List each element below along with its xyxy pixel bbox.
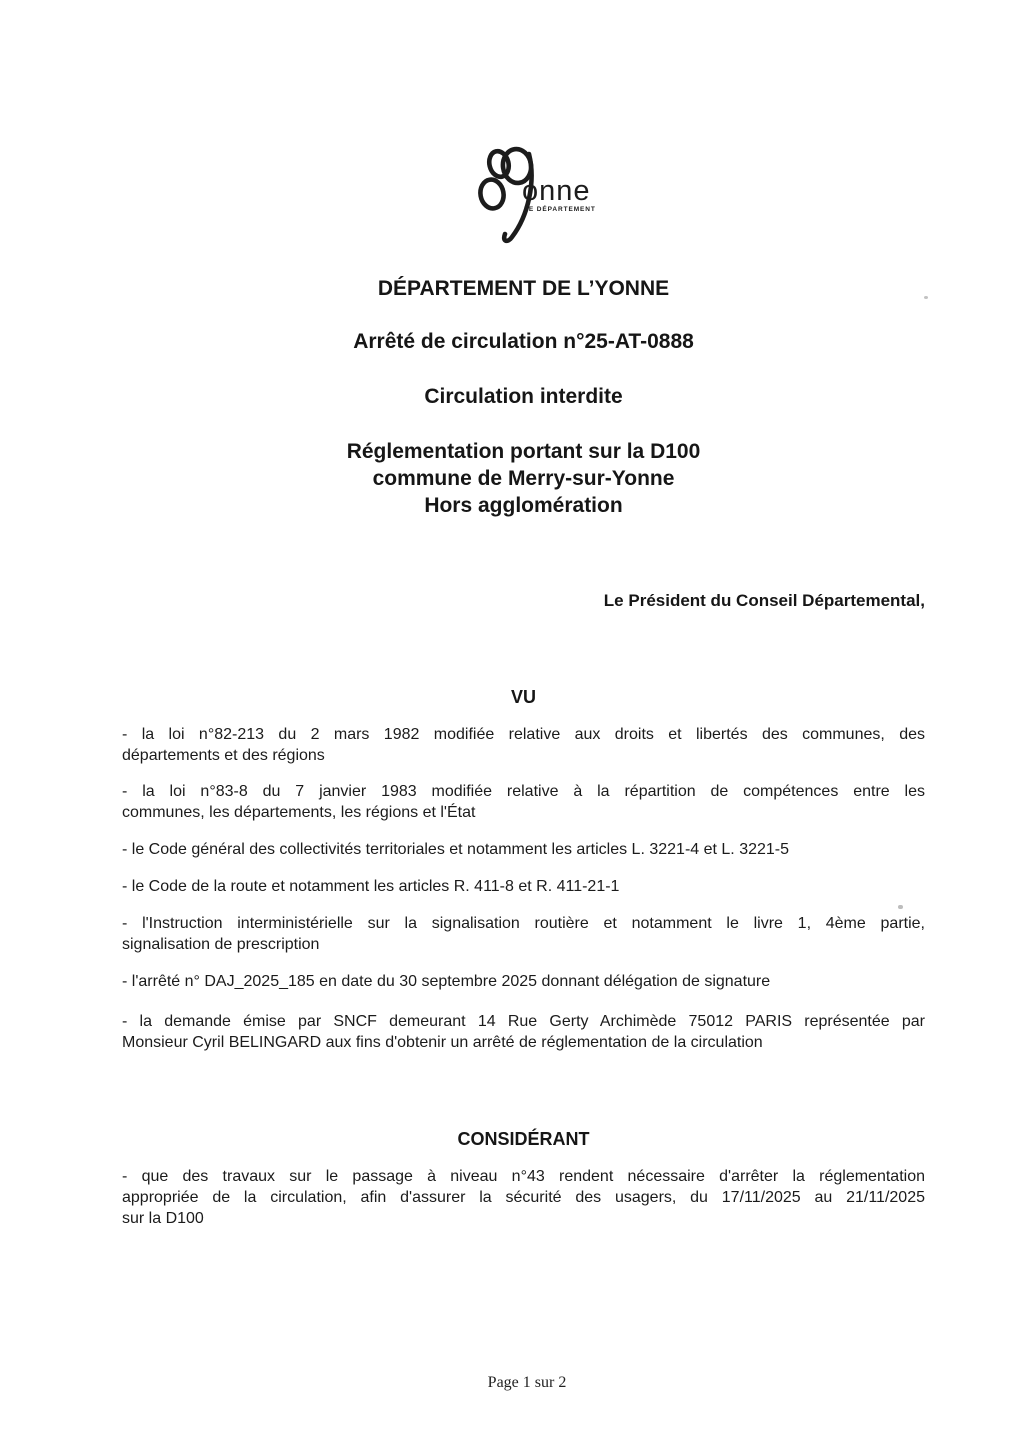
scope-line-commune: commune de Merry-sur-Yonne bbox=[372, 467, 675, 490]
paragraph-line: - la loi n°83-8 du 7 janvier 1983 modifiée relative à la répartition de compétences entre les bbox=[122, 783, 925, 800]
paragraph-line: communes, les départements, les régions et l'État bbox=[122, 804, 476, 821]
regulation-scope bbox=[122, 438, 925, 519]
order-subject: Circulation interdite bbox=[424, 385, 623, 408]
logo-text-onne: onne bbox=[522, 175, 591, 207]
order-number-title: Arrêté de circulation n°25-AT-0888 bbox=[353, 330, 694, 353]
paragraph-line: - le Code de la route et notamment les articles R. 411-8 et R. 411-21-1 bbox=[122, 878, 620, 895]
paragraph-line: appropriée de la circulation, afin d'assurer la sécurité des usagers, du 17/11/2025 au 21/11/2025 bbox=[122, 1189, 925, 1206]
yonne-department-logo bbox=[462, 138, 602, 258]
page-number: Page 1 sur 2 bbox=[487, 1374, 567, 1391]
issuer-line: Le Président du Conseil Départemental, bbox=[603, 591, 925, 610]
logo-8-bottom-loop-shape bbox=[478, 178, 506, 211]
section-heading-vu: VU bbox=[510, 687, 536, 707]
legal-reference-loi-82-213 bbox=[122, 724, 925, 766]
paragraph-line: - que des travaux sur le passage à niveau n°43 rendent nécessaire d'arrêter la réglementation bbox=[122, 1168, 925, 1185]
paragraph-line: - la loi n°82-213 du 2 mars 1982 modifiée relative aux droits et libertés des communes, des bbox=[122, 726, 925, 743]
legal-reference-demande-sncf bbox=[122, 1011, 925, 1053]
paragraph-line: - l'Instruction interministérielle sur la signalisation routière et notamment le livre 1, 4ème partie, bbox=[122, 915, 925, 932]
paragraph-line: - l'arrêté n° DAJ_2025_185 en date du 30 septembre 2025 donnant délégation de signature bbox=[122, 973, 771, 990]
scope-line-agglomeration: Hors agglomération bbox=[424, 494, 623, 517]
section-heading-considerant: CONSIDÉRANT bbox=[457, 1129, 590, 1149]
legal-reference-code-route bbox=[122, 876, 925, 897]
scan-artifact bbox=[924, 296, 928, 299]
paragraph-line: - le Code général des collectivités territoriales et notamment les articles L. 3221-4 et L. 3221-5 bbox=[122, 841, 790, 858]
paragraph-line: - la demande émise par SNCF demeurant 14 Rue Gerty Archimède 75012 PARIS représentée par bbox=[122, 1013, 925, 1030]
paragraph-line: sur la D100 bbox=[122, 1210, 204, 1227]
legal-reference-loi-83-8 bbox=[122, 781, 925, 823]
paragraph-line: départements et des régions bbox=[122, 747, 325, 764]
yonne-logo-svg bbox=[462, 138, 602, 258]
logo-tagline-text: LE DÉPARTEMENT bbox=[524, 206, 596, 213]
department-title: DÉPARTEMENT DE L’YONNE bbox=[377, 277, 670, 300]
paragraph-line: signalisation de prescription bbox=[122, 936, 320, 953]
paragraph-line: Monsieur Cyril BELINGARD aux fins d'obtenir un arrêté de réglementation de la circulation bbox=[122, 1034, 763, 1051]
legal-reference-arrete-delegation bbox=[122, 971, 925, 992]
legal-reference-instruction-interministerielle bbox=[122, 913, 925, 955]
legal-reference-code-collectivites bbox=[122, 839, 925, 860]
scan-artifact bbox=[898, 905, 903, 909]
considerant-paragraph-travaux bbox=[122, 1166, 925, 1229]
scope-line-road: Réglementation portant sur la D100 bbox=[346, 440, 701, 463]
